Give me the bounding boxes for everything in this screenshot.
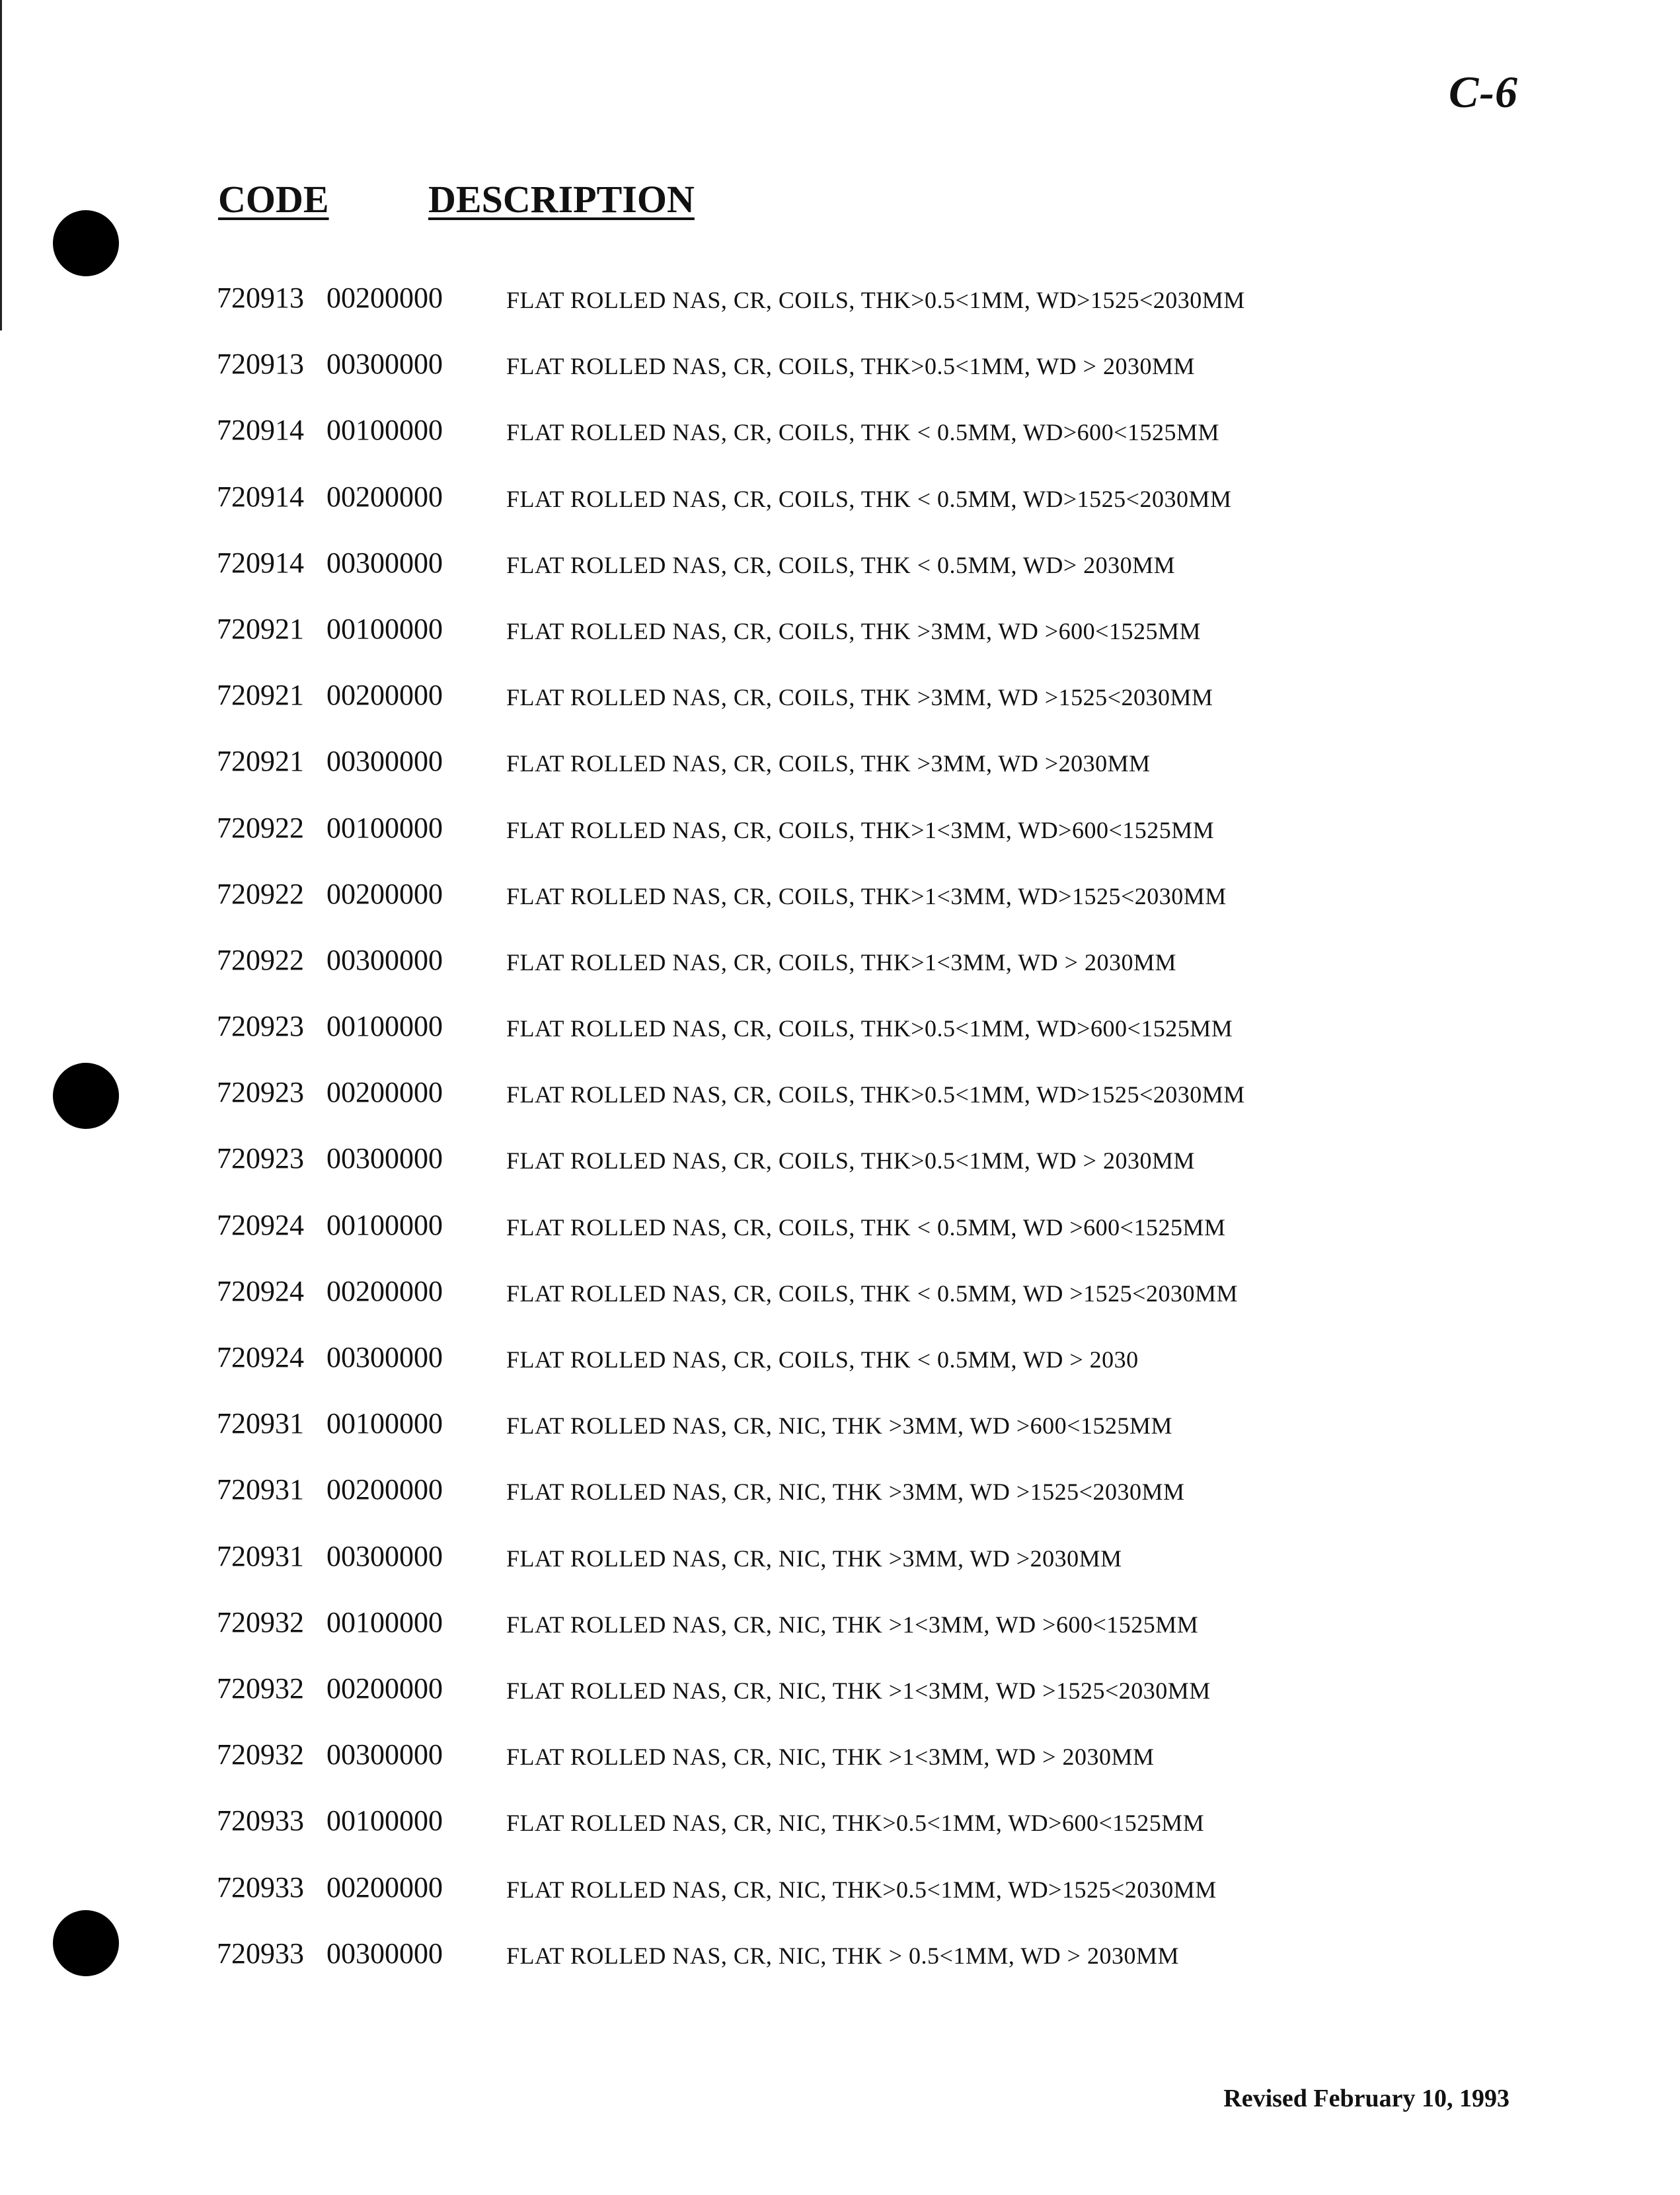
item-code: 720913 xyxy=(217,282,304,314)
item-description: FLAT ROLLED NAS, CR, NIC, THK > 0.5<1MM, WD > 2030MM xyxy=(506,1942,1179,1969)
item-code: 720932 xyxy=(217,1672,304,1705)
item-description: FLAT ROLLED NAS, CR, NIC, THK >3MM, WD >1525<2030MM xyxy=(506,1479,1185,1506)
item-subcode: 00300000 xyxy=(326,1142,443,1175)
item-subcode: 00200000 xyxy=(326,1473,443,1506)
list-item xyxy=(213,281,1469,347)
list-item xyxy=(213,546,1469,612)
list-item xyxy=(213,1075,1469,1141)
item-description: FLAT ROLLED NAS, CR, COILS, THK < 0.5MM, WD>600<1525MM xyxy=(506,419,1219,446)
item-subcode: 00300000 xyxy=(326,1539,443,1572)
list-item xyxy=(213,1406,1469,1473)
list-item xyxy=(213,744,1469,810)
item-code: 720921 xyxy=(217,612,304,645)
list-item xyxy=(213,413,1469,479)
list-item xyxy=(213,480,1469,546)
punch-hole-top xyxy=(53,210,119,276)
item-description: FLAT ROLLED NAS, CR, NIC, THK >3MM, WD >600<1525MM xyxy=(506,1412,1172,1440)
item-description: FLAT ROLLED NAS, CR, COILS, THK >3MM, WD >1525<2030MM xyxy=(506,684,1213,711)
item-code: 720924 xyxy=(217,1341,304,1373)
item-code: 720914 xyxy=(217,414,304,447)
item-description: FLAT ROLLED NAS, CR, NIC, THK >1<3MM, WD > 2030MM xyxy=(506,1744,1155,1771)
list-item xyxy=(213,943,1469,1009)
list-item xyxy=(213,1208,1469,1274)
list-item xyxy=(213,1870,1469,1937)
list-item xyxy=(213,1605,1469,1672)
list-item xyxy=(213,1009,1469,1075)
item-code: 720921 xyxy=(217,745,304,778)
item-code: 720931 xyxy=(217,1407,304,1440)
item-code: 720914 xyxy=(217,546,304,579)
item-subcode: 00200000 xyxy=(326,877,443,910)
item-description: FLAT ROLLED NAS, CR, COILS, THK>0.5<1MM, WD > 2030MM xyxy=(506,353,1195,380)
item-description: FLAT ROLLED NAS, CR, COILS, THK>1<3MM, WD > 2030MM xyxy=(506,948,1176,976)
item-subcode: 00300000 xyxy=(326,348,443,381)
column-header-description: DESCRIPTION xyxy=(428,178,695,221)
list-item xyxy=(213,811,1469,877)
item-description: FLAT ROLLED NAS, CR, COILS, THK>0.5<1MM, WD>1525<2030MM xyxy=(506,1081,1245,1108)
item-subcode: 00200000 xyxy=(326,1076,443,1109)
item-description: FLAT ROLLED NAS, CR, COILS, THK >3MM, WD >2030MM xyxy=(506,750,1151,777)
item-code: 720933 xyxy=(217,1870,304,1904)
item-description: FLAT ROLLED NAS, CR, COILS, THK < 0.5MM, WD> 2030MM xyxy=(506,551,1176,578)
item-code: 720923 xyxy=(217,1076,304,1109)
punch-hole-middle xyxy=(53,1063,119,1129)
item-code: 720924 xyxy=(217,1208,304,1241)
revision-date: Revised February 10, 1993 xyxy=(1223,2085,1509,2112)
list-item xyxy=(213,612,1469,678)
item-code: 720922 xyxy=(217,877,304,910)
item-description: FLAT ROLLED NAS, CR, COILS, THK < 0.5MM, WD>1525<2030MM xyxy=(506,485,1232,512)
item-subcode: 00100000 xyxy=(326,1208,443,1241)
list-item xyxy=(213,678,1469,744)
item-code: 720923 xyxy=(217,1010,304,1043)
item-subcode: 00300000 xyxy=(326,1937,443,1970)
item-description: FLAT ROLLED NAS, CR, NIC, THK >1<3MM, WD >1525<2030MM xyxy=(506,1677,1211,1704)
item-subcode: 00300000 xyxy=(326,745,443,778)
item-description: FLAT ROLLED NAS, CR, COILS, THK >3MM, WD >600<1525MM xyxy=(506,617,1201,644)
item-subcode: 00300000 xyxy=(326,1738,443,1771)
item-code: 720933 xyxy=(217,1937,304,1970)
list-item xyxy=(213,1473,1469,1539)
list-item xyxy=(213,1274,1469,1340)
item-description: FLAT ROLLED NAS, CR, COILS, THK < 0.5MM, WD > 2030 xyxy=(506,1346,1139,1373)
item-description: FLAT ROLLED NAS, CR, COILS, THK>0.5<1MM, WD>1525<2030MM xyxy=(506,287,1245,313)
item-subcode: 00100000 xyxy=(326,414,443,447)
item-code: 720932 xyxy=(217,1738,304,1771)
item-code: 720922 xyxy=(217,943,304,976)
item-code: 720923 xyxy=(217,1142,304,1175)
item-description: FLAT ROLLED NAS, CR, COILS, THK>1<3MM, WD>1525<2030MM xyxy=(506,882,1227,909)
item-code: 720914 xyxy=(217,480,304,513)
item-description: FLAT ROLLED NAS, CR, COILS, THK>0.5<1MM, WD>600<1525MM xyxy=(506,1015,1233,1042)
item-subcode: 00100000 xyxy=(326,1407,443,1440)
item-description: FLAT ROLLED NAS, CR, COILS, THK < 0.5MM, WD >1525<2030MM xyxy=(506,1280,1238,1307)
list-item xyxy=(213,1141,1469,1208)
item-code: 720924 xyxy=(217,1274,304,1307)
list-item xyxy=(213,1804,1469,1870)
item-description: FLAT ROLLED NAS, CR, COILS, THK>1<3MM, WD>600<1525MM xyxy=(506,816,1215,843)
item-subcode: 00100000 xyxy=(326,612,443,645)
item-description: FLAT ROLLED NAS, CR, COILS, THK>0.5<1MM, WD > 2030MM xyxy=(506,1147,1195,1175)
item-code: 720922 xyxy=(217,811,304,844)
item-description: FLAT ROLLED NAS, CR, NIC, THK>0.5<1MM, WD>600<1525MM xyxy=(506,1810,1205,1837)
item-subcode: 00200000 xyxy=(326,282,443,314)
punch-hole-bottom xyxy=(53,1910,119,1976)
item-description: FLAT ROLLED NAS, CR, NIC, THK >1<3MM, WD >600<1525MM xyxy=(506,1611,1199,1638)
list-item xyxy=(213,1672,1469,1738)
item-subcode: 00100000 xyxy=(326,1804,443,1837)
item-subcode: 00100000 xyxy=(326,1605,443,1638)
item-subcode: 00200000 xyxy=(326,1274,443,1307)
list-item xyxy=(213,1937,1469,2003)
item-subcode: 00200000 xyxy=(326,679,443,712)
page-number: C-6 xyxy=(1449,67,1518,117)
item-subcode: 00100000 xyxy=(326,811,443,844)
item-subcode: 00200000 xyxy=(326,1672,443,1705)
item-subcode: 00300000 xyxy=(326,943,443,976)
item-code: 720931 xyxy=(217,1539,304,1572)
list-item xyxy=(213,1340,1469,1406)
code-list xyxy=(213,281,1469,2003)
item-subcode: 00200000 xyxy=(326,1870,443,1904)
item-code: 720921 xyxy=(217,679,304,712)
item-code: 720932 xyxy=(217,1605,304,1638)
item-subcode: 00300000 xyxy=(326,1341,443,1373)
item-subcode: 00300000 xyxy=(326,546,443,579)
item-description: FLAT ROLLED NAS, CR, NIC, THK>0.5<1MM, WD>1525<2030MM xyxy=(506,1876,1217,1903)
item-code: 720933 xyxy=(217,1804,304,1837)
list-item xyxy=(213,1539,1469,1605)
item-subcode: 00200000 xyxy=(326,480,443,513)
item-code: 720913 xyxy=(217,348,304,381)
item-subcode: 00100000 xyxy=(326,1010,443,1043)
item-code: 720931 xyxy=(217,1473,304,1506)
item-description: FLAT ROLLED NAS, CR, NIC, THK >3MM, WD >2030MM xyxy=(506,1545,1122,1572)
page-edge-line xyxy=(0,0,2,330)
list-item xyxy=(213,347,1469,413)
list-item xyxy=(213,877,1469,943)
column-header-code: CODE xyxy=(218,178,329,221)
list-item xyxy=(213,1738,1469,1804)
item-description: FLAT ROLLED NAS, CR, COILS, THK < 0.5MM, WD >600<1525MM xyxy=(506,1213,1226,1241)
